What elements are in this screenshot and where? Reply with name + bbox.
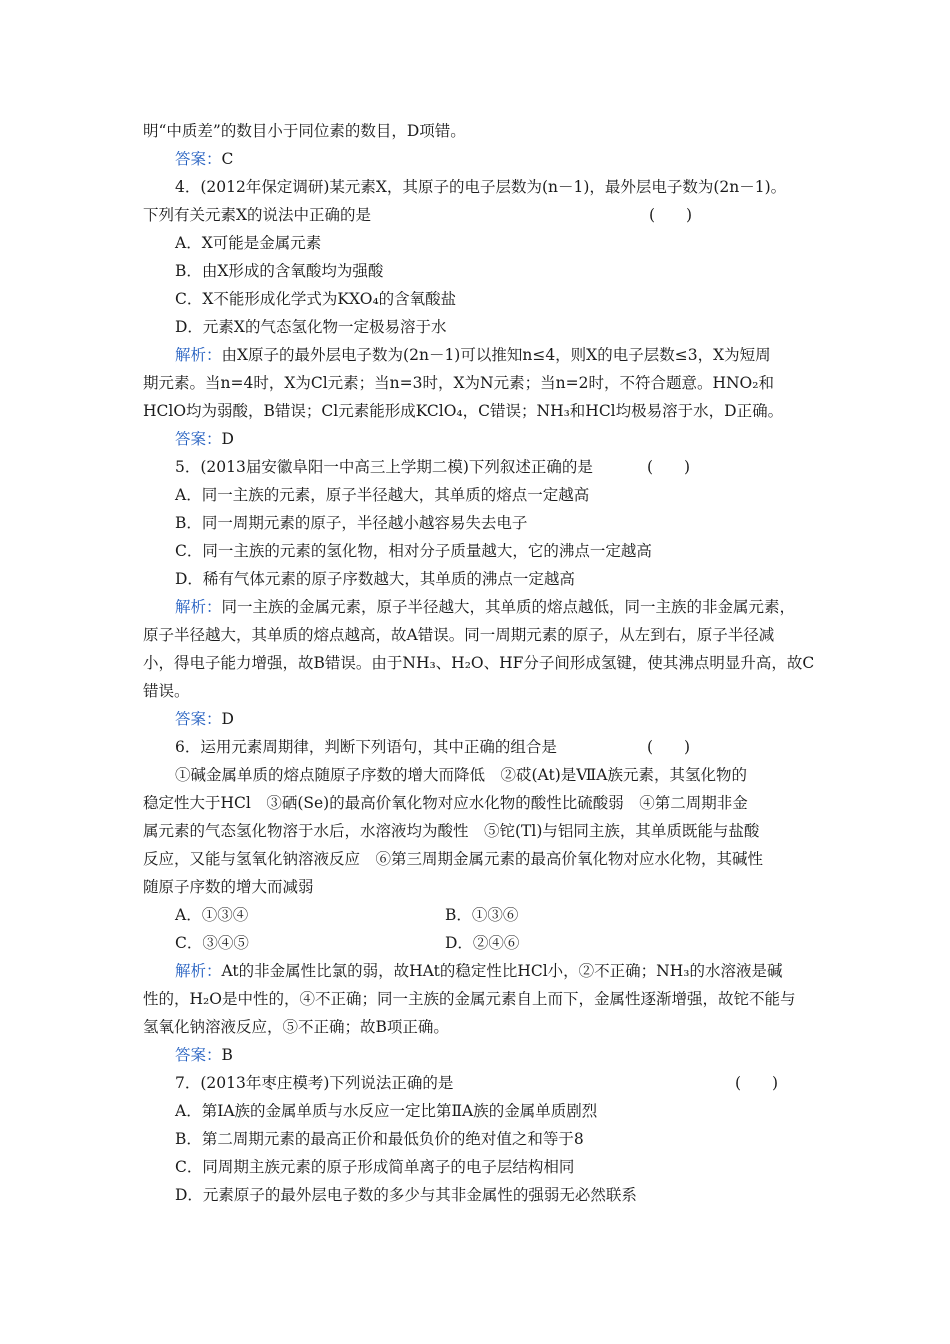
answer-bracket: ( ) bbox=[647, 738, 691, 756]
explanation-label: 解析： bbox=[175, 962, 222, 980]
option-b: B．同一周期元素的原子，半径越小越容易失去电子 bbox=[175, 514, 528, 532]
question-6-statements: 反应，又能与氢氧化钠溶液反应 ⑥第三周期金属元素的最高价氧化物对应水化物，其碱性 bbox=[143, 850, 764, 868]
question-4-stem: 4．(2012年保定调研)某元素X，其原子的电子层数为(n－1)，最外层电子数为(2n－1)。 bbox=[175, 178, 787, 196]
option-d: D．元素原子的最外层电子数的多少与其非金属性的强弱无必然联系 bbox=[175, 1186, 637, 1204]
option-c: C．同周期主族元素的原子形成简单离子的电子层结构相同 bbox=[175, 1158, 575, 1176]
explanation-line: 小，得电子能力增强，故B错误。由于NH₃、H₂O、HF分子间形成氢键，使其沸点明显升高，故C bbox=[143, 654, 815, 672]
explanation-label: 解析： bbox=[175, 346, 222, 364]
question-6-statements: 随原子序数的增大而减弱 bbox=[143, 878, 314, 896]
answer-line: 答案：B bbox=[175, 1046, 233, 1064]
option-c: C．X不能形成化学式为KXO₄的含氧酸盐 bbox=[175, 290, 457, 308]
question-6-statements: 属元素的气态氢化物溶于水后，水溶液均为酸性 ⑤铊(Tl)与铝同主族，其单质既能与盐酸 bbox=[143, 822, 760, 840]
answer-bracket: ( ) bbox=[649, 206, 693, 224]
option-d: D．元素X的气态氢化物一定极易溶于水 bbox=[175, 318, 447, 336]
question-7-stem: 7．(2013年枣庄模考)下列说法正确的是 ( ) bbox=[175, 1069, 808, 1097]
explanation-line: 错误。 bbox=[143, 682, 190, 700]
option-b: B．由X形成的含氧酸均为强酸 bbox=[175, 262, 384, 280]
text-line: 明“中质差”的数目小于同位素的数目，D项错。 bbox=[143, 122, 466, 140]
explanation-line: 解析：At的非金属性比氯的弱，故HAt的稳定性比HCl小，②不正确；NH₃的水溶液是碱 bbox=[175, 962, 783, 980]
option-b: B．①③⑥ bbox=[445, 906, 519, 924]
answer-line: 答案：D bbox=[175, 430, 234, 448]
explanation-line: 原子半径越大，其单质的熔点越高，故A错误。同一周期元素的原子，从左到右，原子半径减 bbox=[143, 626, 775, 644]
answer-line: 答案：C bbox=[175, 150, 234, 168]
option-a: A．第ⅠA族的金属单质与水反应一定比第ⅡA族的金属单质剧烈 bbox=[175, 1102, 598, 1120]
answer-bracket: ( ) bbox=[647, 458, 691, 476]
explanation-line: 性的，H₂O是中性的，④不正确；同一主族的金属元素自上而下，金属性逐渐增强，故铊不能与 bbox=[143, 990, 796, 1008]
question-6-stem: 6．运用元素周期律，判断下列语句，其中正确的组合是 ( ) bbox=[175, 733, 808, 761]
answer-bracket: ( ) bbox=[735, 1074, 779, 1092]
explanation-line: 氢氧化钠溶液反应，⑤不正确；故B项正确。 bbox=[143, 1018, 449, 1036]
question-6-statements: ①碱金属单质的熔点随原子序数的增大而降低 ②砹(At)是ⅦA族元素，其氢化物的 bbox=[175, 766, 747, 784]
answer-label: 答案： bbox=[175, 710, 222, 728]
explanation-line: 期元素。当n=4时，X为Cl元素；当n=3时，X为N元素；当n=2时，不符合题意。HNO₂和 bbox=[143, 374, 774, 392]
option-a: A．①③④ bbox=[175, 906, 249, 924]
answer-label: 答案： bbox=[175, 150, 222, 168]
answer-label: 答案： bbox=[175, 430, 222, 448]
explanation-line: 解析：由X原子的最外层电子数为(2n－1)可以推知n≤4，则X的电子层数≤3，X为短周 bbox=[175, 346, 771, 364]
option-a: A．X可能是金属元素 bbox=[175, 234, 322, 252]
option-d: D．②④⑥ bbox=[445, 934, 520, 952]
option-d: D．稀有气体元素的原子序数越大，其单质的沸点一定越高 bbox=[175, 570, 575, 588]
option-a: A．同一主族的元素，原子半径越大，其单质的熔点一定越高 bbox=[175, 486, 590, 504]
explanation-line: HClO均为弱酸，B错误；Cl元素能形成KClO₄，C错误；NH₃和HCl均极易溶于水，D正确。 bbox=[143, 402, 784, 420]
answer-label: 答案： bbox=[175, 1046, 222, 1064]
options-row bbox=[175, 929, 808, 957]
option-b: B．第二周期元素的最高正价和最低负价的绝对值之和等于8 bbox=[175, 1130, 584, 1148]
question-6-statements: 稳定性大于HCl ③硒(Se)的最高价氧化物对应水化物的酸性比硫酸弱 ④第二周期非金 bbox=[143, 794, 748, 812]
options-row bbox=[175, 901, 808, 929]
answer-line: 答案：D bbox=[175, 710, 234, 728]
explanation-label: 解析： bbox=[175, 598, 222, 616]
question-5-stem: 5．(2013届安徽阜阳一中高三上学期二模)下列叙述正确的是 ( ) bbox=[175, 453, 808, 481]
option-c: C．③④⑤ bbox=[175, 934, 249, 952]
explanation-line: 解析：同一主族的金属元素，原子半径越大，其单质的熔点越低，同一主族的非金属元素， bbox=[175, 598, 796, 616]
question-4-stem-cont: 下列有关元素X的说法中正确的是 ( ) bbox=[143, 201, 808, 229]
option-c: C．同一主族的元素的氢化物，相对分子质量越大，它的沸点一定越高 bbox=[175, 542, 652, 560]
